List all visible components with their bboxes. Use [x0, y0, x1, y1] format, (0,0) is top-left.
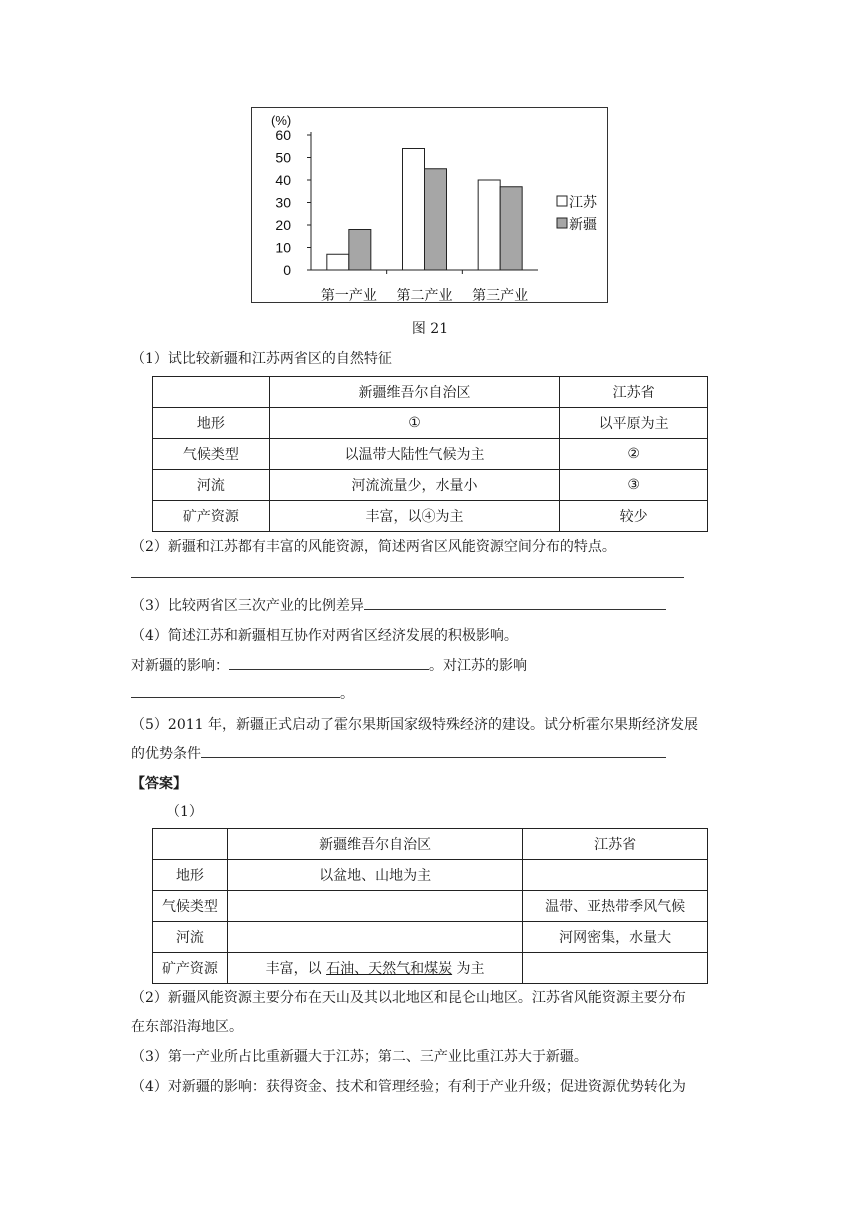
- table-row: [153, 470, 708, 501]
- bar-chart: [252, 108, 609, 304]
- answer-heading: 【答案】: [131, 776, 187, 792]
- table-cell: 新疆维吾尔自治区: [227, 829, 522, 860]
- question-4-blanks: [131, 655, 527, 675]
- answer-blank-2: [131, 564, 684, 582]
- y-tick-label: 10: [275, 239, 291, 256]
- question-5: （5）2011 年，新疆正式启动了霍尔果斯国家级特殊经济的建设。试分析霍尔果斯经济发展: [131, 717, 698, 733]
- table-row: [153, 891, 708, 922]
- y-tick-label: 0: [283, 262, 291, 278]
- table-cell: 矿产资源: [153, 501, 270, 532]
- blank-line: [364, 596, 666, 610]
- question-4-xinjiang-label: 对新疆的影响：: [131, 658, 229, 674]
- table-cell: [153, 377, 270, 408]
- table-cell: 气候类型: [153, 891, 228, 922]
- table-cell: 以温带大陆性气候为主: [269, 439, 559, 470]
- mineral-suffix: 为主: [456, 961, 485, 977]
- answer-1-label: （1）: [166, 804, 203, 820]
- table-cell: 以盆地、山地为主: [227, 860, 522, 891]
- question-1: （1）试比较新疆和江苏两省区的自然特征: [131, 351, 392, 367]
- bar: [425, 169, 447, 270]
- blank-line: [131, 564, 684, 578]
- table-header-row: [153, 829, 708, 860]
- bar: [478, 180, 500, 270]
- y-tick-label: 50: [275, 149, 291, 166]
- blank-line: [131, 684, 340, 698]
- answer-2-line-1: （2）新疆风能资源主要分布在天山及其以北地区和昆仑山地区。江苏省风能资源主要分布: [131, 990, 686, 1006]
- blank-line: [201, 744, 666, 758]
- table-row: [153, 922, 708, 953]
- table-cell: 地形: [153, 860, 228, 891]
- question-4-end: 。: [340, 686, 354, 702]
- question-5-line-2: [131, 743, 666, 763]
- question-4-blank-2: [131, 683, 354, 703]
- table-row: [153, 953, 708, 984]
- y-axis-label: (%): [271, 113, 292, 128]
- x-tick-label: 第一产业: [320, 288, 377, 304]
- table-row: [153, 860, 708, 891]
- y-tick-label: 60: [275, 127, 291, 143]
- table-cell: 江苏省: [560, 377, 708, 408]
- question-3-text: （3）比较两省区三次产业的比例差异: [131, 598, 364, 614]
- table-cell: ②: [560, 439, 708, 470]
- table-cell: [227, 891, 522, 922]
- figure-caption: 图 21: [411, 321, 449, 337]
- table-cell: [227, 922, 522, 953]
- y-tick-label: 40: [275, 172, 291, 188]
- table-cell: 以平原为主: [560, 408, 708, 439]
- answer-table: [152, 828, 708, 984]
- answer-4: （4）对新疆的影响：获得资金、技术和管理经验；有利于产业升级；促进资源优势转化为: [131, 1079, 686, 1095]
- table-row: [153, 408, 708, 439]
- x-tick-label: 第二产业: [396, 288, 453, 304]
- mineral-answer: 石油、天然气和煤炭: [326, 961, 453, 977]
- blank-line: [229, 656, 429, 670]
- legend-swatch: [557, 196, 567, 206]
- table-cell: 河流: [153, 922, 228, 953]
- question-4-jiangsu-label: 。对江苏的影响: [429, 658, 527, 674]
- table-header-row: [153, 377, 708, 408]
- legend-swatch: [557, 218, 567, 228]
- table-cell: 矿产资源: [153, 953, 228, 984]
- question-5-text: 的优势条件: [131, 746, 201, 762]
- bar: [403, 149, 425, 271]
- comparison-table: [152, 376, 708, 532]
- table-cell: ③: [560, 470, 708, 501]
- legend-label: 江苏: [569, 195, 597, 211]
- table-cell: ①: [269, 408, 559, 439]
- table-cell: 河网密集，水量大: [523, 922, 708, 953]
- industry-chart: [251, 107, 608, 303]
- table-cell: 较少: [560, 501, 708, 532]
- legend-label: 新疆: [569, 217, 597, 233]
- table-cell: [227, 953, 522, 984]
- y-tick-label: 30: [275, 194, 291, 211]
- table-cell: 地形: [153, 408, 270, 439]
- answer-3: （3）第一产业所占比重新疆大于江苏；第二、三产业比重江苏大于新疆。: [131, 1049, 588, 1065]
- table-cell: 气候类型: [153, 439, 270, 470]
- table-cell: [153, 829, 228, 860]
- table-cell: 河流流量少，水量小: [269, 470, 559, 501]
- y-tick-label: 20: [275, 217, 291, 233]
- table-row: [153, 501, 708, 532]
- question-4: （4）简述江苏和新疆相互协作对两省区经济发展的积极影响。: [131, 628, 518, 644]
- table-row: [153, 439, 708, 470]
- table-cell: 温带、亚热带季风气候: [523, 891, 708, 922]
- bar: [349, 230, 371, 271]
- table-cell: 丰富，以④为主: [269, 501, 559, 532]
- table-cell: [523, 953, 708, 984]
- answer-2-line-2: 在东部沿海地区。: [131, 1019, 243, 1035]
- table-cell: 新疆维吾尔自治区: [269, 377, 559, 408]
- bar: [327, 254, 349, 270]
- mineral-prefix: 丰富，以: [265, 961, 322, 977]
- table-cell: 河流: [153, 470, 270, 501]
- question-3: [131, 595, 666, 615]
- table-cell: 江苏省: [523, 829, 708, 860]
- table-cell: [523, 860, 708, 891]
- question-2: （2）新疆和江苏都有丰富的风能资源，简述两省区风能资源空间分布的特点。: [131, 539, 616, 555]
- bar: [500, 187, 522, 270]
- x-tick-label: 第三产业: [472, 288, 529, 304]
